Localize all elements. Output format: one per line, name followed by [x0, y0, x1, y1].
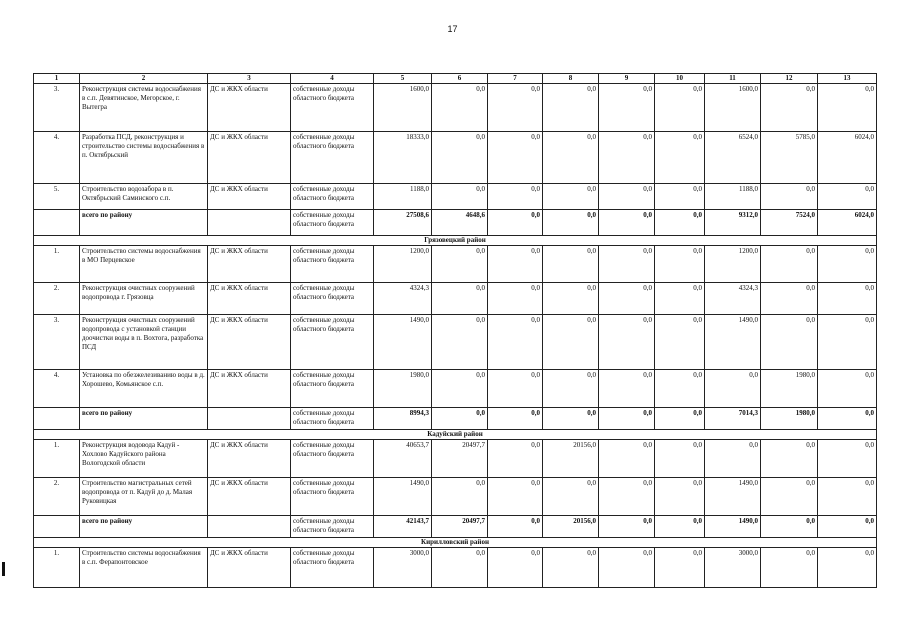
- amount-cell: 0,0: [761, 84, 818, 132]
- amount-cell: 0,0: [488, 408, 543, 430]
- amount-cell: 1188,0: [705, 184, 761, 210]
- column-number: 3: [208, 74, 291, 84]
- executor: ДС и ЖКХ области: [208, 440, 291, 478]
- funding-source: собственные доходы областного бюджета: [291, 478, 374, 516]
- amount-cell: 20156,0: [543, 440, 599, 478]
- district-total-row: [34, 210, 877, 236]
- executor: ДС и ЖКХ области: [208, 132, 291, 184]
- table-body: [34, 74, 877, 588]
- measure-name: всего по району: [80, 408, 208, 430]
- column-number: 10: [655, 74, 705, 84]
- executor: [208, 210, 291, 236]
- column-number: 4: [291, 74, 374, 84]
- funding-source: собственные доходы областного бюджета: [291, 283, 374, 315]
- amount-cell: 6524,0: [705, 132, 761, 184]
- district-total-row: [34, 516, 877, 538]
- amount-cell: 0,0: [655, 408, 705, 430]
- executor: ДС и ЖКХ области: [208, 548, 291, 588]
- column-number: 12: [761, 74, 818, 84]
- column-number: 6: [432, 74, 488, 84]
- amount-cell: 0,0: [543, 478, 599, 516]
- amount-cell: 0,0: [599, 184, 655, 210]
- amount-cell: 0,0: [818, 184, 877, 210]
- executor: ДС и ЖКХ области: [208, 283, 291, 315]
- measure-name: Строительство водозабора в п. Октябрьский Саминского с.п.: [80, 184, 208, 210]
- amount-cell: 0,0: [543, 132, 599, 184]
- column-number: 7: [488, 74, 543, 84]
- scan-edge-mark: [2, 562, 5, 576]
- amount-cell: 0,0: [432, 84, 488, 132]
- table-row: [34, 548, 877, 588]
- amount-cell: 0,0: [543, 315, 599, 370]
- district-title: Кадуйский район: [34, 430, 877, 440]
- amount-cell: 6024,0: [818, 132, 877, 184]
- amount-cell: 0,0: [543, 408, 599, 430]
- amount-cell: 0,0: [543, 84, 599, 132]
- amount-cell: 0,0: [543, 548, 599, 588]
- amount-cell: 0,0: [761, 184, 818, 210]
- row-index: [34, 210, 80, 236]
- amount-cell: 0,0: [488, 315, 543, 370]
- amount-cell: 0,0: [705, 370, 761, 408]
- amount-cell: 8994,3: [374, 408, 432, 430]
- table-row: [34, 246, 877, 283]
- financing-table: [33, 73, 877, 588]
- measure-name: Строительство системы водоснабжения в МО Перцевское: [80, 246, 208, 283]
- amount-cell: 1490,0: [705, 516, 761, 538]
- amount-cell: 0,0: [818, 440, 877, 478]
- amount-cell: 0,0: [655, 210, 705, 236]
- amount-cell: 0,0: [761, 478, 818, 516]
- amount-cell: 0,0: [599, 548, 655, 588]
- amount-cell: 0,0: [488, 548, 543, 588]
- executor: ДС и ЖКХ области: [208, 370, 291, 408]
- amount-cell: 0,0: [818, 246, 877, 283]
- table-row: [34, 184, 877, 210]
- amount-cell: 0,0: [599, 370, 655, 408]
- amount-cell: 0,0: [599, 440, 655, 478]
- table-row: [34, 84, 877, 132]
- amount-cell: 27508,6: [374, 210, 432, 236]
- amount-cell: 0,0: [488, 283, 543, 315]
- amount-cell: 1980,0: [761, 370, 818, 408]
- amount-cell: 0,0: [655, 370, 705, 408]
- table-row: [34, 478, 877, 516]
- amount-cell: 1980,0: [374, 370, 432, 408]
- amount-cell: 0,0: [432, 370, 488, 408]
- measure-name: Реконструкция очистных сооружений водопровода с установкой станции доочистки воды в п. Вохтога, разработка ПСД: [80, 315, 208, 370]
- district-header-row: [34, 236, 877, 246]
- column-number: 9: [599, 74, 655, 84]
- row-index: 2.: [34, 478, 80, 516]
- amount-cell: 0,0: [488, 132, 543, 184]
- amount-cell: 0,0: [488, 210, 543, 236]
- executor: ДС и ЖКХ области: [208, 478, 291, 516]
- amount-cell: 0,0: [818, 408, 877, 430]
- amount-cell: 0,0: [432, 408, 488, 430]
- measure-name: Установка по обезжелезиванию воды в д. Хорошево, Комьянское с.п.: [80, 370, 208, 408]
- measure-name: всего по району: [80, 516, 208, 538]
- column-number: 1: [34, 74, 80, 84]
- amount-cell: 0,0: [655, 548, 705, 588]
- executor: ДС и ЖКХ области: [208, 315, 291, 370]
- funding-source: собственные доходы областного бюджета: [291, 408, 374, 430]
- amount-cell: 0,0: [655, 440, 705, 478]
- column-number: 13: [818, 74, 877, 84]
- amount-cell: 5785,0: [761, 132, 818, 184]
- amount-cell: 0,0: [818, 315, 877, 370]
- amount-cell: 7524,0: [761, 210, 818, 236]
- table-row: [34, 132, 877, 184]
- funding-source: собственные доходы областного бюджета: [291, 440, 374, 478]
- column-number: 2: [80, 74, 208, 84]
- funding-source: собственные доходы областного бюджета: [291, 370, 374, 408]
- amount-cell: 0,0: [655, 516, 705, 538]
- page-number: 17: [447, 24, 458, 34]
- measure-name: Разработка ПСД, реконструкция и строительство системы водоснабжения в п. Октябрьский: [80, 132, 208, 184]
- amount-cell: 3000,0: [705, 548, 761, 588]
- amount-cell: 20497,7: [432, 516, 488, 538]
- amount-cell: 0,0: [599, 478, 655, 516]
- row-index: 1.: [34, 548, 80, 588]
- executor: ДС и ЖКХ области: [208, 84, 291, 132]
- row-index: 1.: [34, 440, 80, 478]
- amount-cell: 4324,3: [374, 283, 432, 315]
- amount-cell: 0,0: [543, 210, 599, 236]
- amount-cell: 0,0: [488, 440, 543, 478]
- executor: [208, 516, 291, 538]
- table-row: [34, 315, 877, 370]
- amount-cell: 0,0: [599, 315, 655, 370]
- amount-cell: 0,0: [488, 516, 543, 538]
- measure-name: Строительство системы водоснабжения в с.п. Ферапонтовское: [80, 548, 208, 588]
- amount-cell: 1600,0: [705, 84, 761, 132]
- amount-cell: 0,0: [655, 283, 705, 315]
- amount-cell: 0,0: [761, 548, 818, 588]
- column-number: 5: [374, 74, 432, 84]
- amount-cell: 1490,0: [705, 315, 761, 370]
- amount-cell: 6024,0: [818, 210, 877, 236]
- amount-cell: 0,0: [543, 283, 599, 315]
- column-number-row: [34, 74, 877, 84]
- column-number: 11: [705, 74, 761, 84]
- row-index: 3.: [34, 315, 80, 370]
- funding-source: собственные доходы областного бюджета: [291, 548, 374, 588]
- amount-cell: 0,0: [599, 516, 655, 538]
- amount-cell: 0,0: [488, 84, 543, 132]
- row-index: 2.: [34, 283, 80, 315]
- amount-cell: 0,0: [761, 246, 818, 283]
- measure-name: Реконструкция водовода Кадуй - Хохлово Кадуйского района Вологодской области: [80, 440, 208, 478]
- funding-source: собственные доходы областного бюджета: [291, 315, 374, 370]
- amount-cell: 0,0: [761, 315, 818, 370]
- amount-cell: 20497,7: [432, 440, 488, 478]
- amount-cell: 40653,7: [374, 440, 432, 478]
- amount-cell: 20156,0: [543, 516, 599, 538]
- amount-cell: 0,0: [655, 184, 705, 210]
- executor: [208, 408, 291, 430]
- amount-cell: 0,0: [488, 246, 543, 283]
- amount-cell: 0,0: [761, 516, 818, 538]
- amount-cell: 1490,0: [374, 478, 432, 516]
- measure-name: всего по району: [80, 210, 208, 236]
- funding-source: собственные доходы областного бюджета: [291, 516, 374, 538]
- amount-cell: 1490,0: [705, 478, 761, 516]
- district-title: Грязовецкий район: [34, 236, 877, 246]
- executor: ДС и ЖКХ области: [208, 184, 291, 210]
- amount-cell: 3000,0: [374, 548, 432, 588]
- amount-cell: 0,0: [543, 184, 599, 210]
- amount-cell: 1490,0: [374, 315, 432, 370]
- table-row: [34, 370, 877, 408]
- amount-cell: 0,0: [488, 184, 543, 210]
- amount-cell: 0,0: [818, 478, 877, 516]
- row-index: [34, 516, 80, 538]
- row-index: 4.: [34, 132, 80, 184]
- district-title: Кирилловский район: [34, 538, 877, 548]
- amount-cell: 0,0: [705, 440, 761, 478]
- amount-cell: 0,0: [655, 84, 705, 132]
- amount-cell: 0,0: [432, 478, 488, 516]
- amount-cell: 0,0: [761, 283, 818, 315]
- amount-cell: 9312,0: [705, 210, 761, 236]
- district-header-row: [34, 538, 877, 548]
- amount-cell: 1200,0: [374, 246, 432, 283]
- measure-name: Строительство магистральных сетей водопровода от п. Кадуй до д. Малая Руковицкая: [80, 478, 208, 516]
- executor: ДС и ЖКХ области: [208, 246, 291, 283]
- amount-cell: 0,0: [655, 478, 705, 516]
- amount-cell: 0,0: [599, 210, 655, 236]
- amount-cell: 18333,0: [374, 132, 432, 184]
- amount-cell: 1600,0: [374, 84, 432, 132]
- amount-cell: 0,0: [432, 246, 488, 283]
- table-row: [34, 440, 877, 478]
- table-row: [34, 283, 877, 315]
- funding-source: собственные доходы областного бюджета: [291, 84, 374, 132]
- row-index: 1.: [34, 246, 80, 283]
- amount-cell: 0,0: [432, 184, 488, 210]
- amount-cell: 0,0: [543, 246, 599, 283]
- amount-cell: 0,0: [432, 315, 488, 370]
- amount-cell: 0,0: [655, 315, 705, 370]
- funding-source: собственные доходы областного бюджета: [291, 246, 374, 283]
- amount-cell: 0,0: [818, 84, 877, 132]
- amount-cell: 0,0: [543, 370, 599, 408]
- amount-cell: 0,0: [761, 440, 818, 478]
- amount-cell: 4324,3: [705, 283, 761, 315]
- row-index: 5.: [34, 184, 80, 210]
- amount-cell: 0,0: [818, 283, 877, 315]
- row-index: 3.: [34, 84, 80, 132]
- row-index: [34, 408, 80, 430]
- measure-name: Реконструкция очистных сооружений водопровода г. Грязовца: [80, 283, 208, 315]
- amount-cell: 0,0: [488, 370, 543, 408]
- amount-cell: 0,0: [599, 408, 655, 430]
- amount-cell: 0,0: [818, 548, 877, 588]
- district-header-row: [34, 430, 877, 440]
- column-number: 8: [543, 74, 599, 84]
- measure-name: Реконструкция системы водоснабжения в с.п. Девятинское, Мегорское, г. Вытегра: [80, 84, 208, 132]
- amount-cell: 4648,6: [432, 210, 488, 236]
- amount-cell: 1188,0: [374, 184, 432, 210]
- amount-cell: 0,0: [599, 246, 655, 283]
- amount-cell: 0,0: [655, 132, 705, 184]
- amount-cell: 0,0: [488, 478, 543, 516]
- amount-cell: 1980,0: [761, 408, 818, 430]
- funding-source: собственные доходы областного бюджета: [291, 184, 374, 210]
- amount-cell: 0,0: [599, 132, 655, 184]
- amount-cell: 0,0: [432, 283, 488, 315]
- amount-cell: 0,0: [818, 370, 877, 408]
- row-index: 4.: [34, 370, 80, 408]
- district-total-row: [34, 408, 877, 430]
- amount-cell: 1200,0: [705, 246, 761, 283]
- amount-cell: 42143,7: [374, 516, 432, 538]
- amount-cell: 7014,3: [705, 408, 761, 430]
- amount-cell: 0,0: [432, 132, 488, 184]
- amount-cell: 0,0: [432, 548, 488, 588]
- amount-cell: 0,0: [818, 516, 877, 538]
- amount-cell: 0,0: [599, 283, 655, 315]
- amount-cell: 0,0: [655, 246, 705, 283]
- amount-cell: 0,0: [599, 84, 655, 132]
- funding-source: собственные доходы областного бюджета: [291, 132, 374, 184]
- funding-source: собственные доходы областного бюджета: [291, 210, 374, 236]
